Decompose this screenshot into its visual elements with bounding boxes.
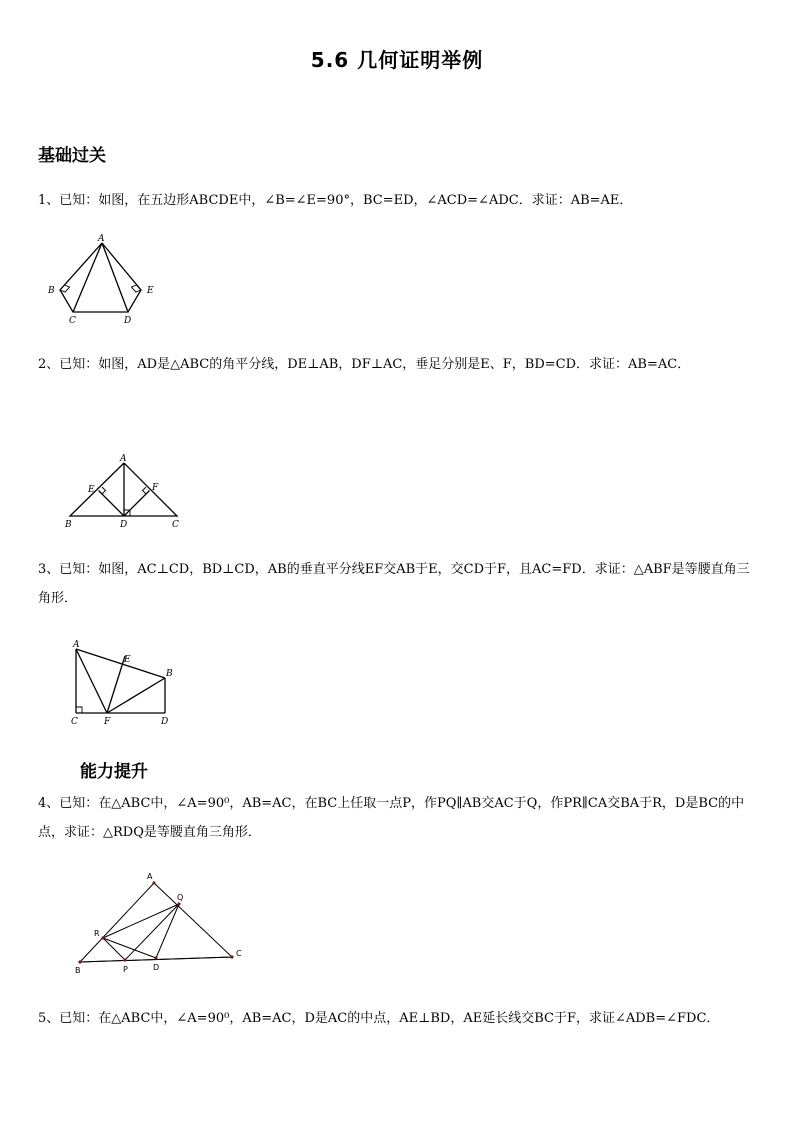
label-D: D — [153, 963, 160, 972]
problem-4-figure — [72, 868, 252, 978]
label-B: B — [166, 669, 173, 679]
label-C: C — [236, 949, 242, 958]
label-C: C — [172, 520, 179, 530]
label-R: R — [94, 929, 100, 938]
problem-1-text: 1、已知：如图，在五边形ABCDE中，∠B=∠E=90°，BC=ED，∠ACD=∠ADC．求证：AB=AE． — [38, 193, 633, 208]
label-P: P — [123, 965, 128, 974]
label-B: B — [75, 966, 81, 975]
section-heading-basic: 基础过关 — [38, 146, 106, 166]
label-E: E — [124, 655, 131, 665]
label-F: F — [152, 483, 159, 493]
label-E: E — [147, 286, 154, 296]
label-Q: Q — [177, 893, 184, 902]
section-heading-advanced: 能力提升 — [80, 762, 148, 782]
label-D: D — [124, 316, 132, 326]
problem-4-text: 4、已知：在△ABC中，∠A=90⁰，AB=AC，在BC上任取一点P，作PQ∥AB交AC于Q，作PR∥CA交BA于R，D是BC的中点，求证：△RDQ是等腰直角三角形． — [38, 796, 745, 840]
problem-2-figure — [60, 452, 190, 532]
label-B: B — [48, 286, 55, 296]
label-B: B — [65, 520, 72, 530]
label-A: A — [120, 454, 127, 464]
problem-1-figure — [40, 230, 170, 330]
label-C: C — [71, 717, 78, 727]
label-C: C — [69, 316, 76, 326]
label-E: E — [88, 485, 95, 495]
page-title: 5.6 几何证明举例 — [310, 48, 484, 72]
problem-3-figure — [65, 636, 185, 731]
label-F: F — [104, 717, 111, 727]
label-A: A — [73, 640, 80, 650]
problem-5-text: 5、已知：在△ABC中，∠A=90⁰，AB=AC，D是AC的中点，AE⊥BD，AE延长线交BC于F，求证∠ADB=∠FDC． — [38, 1011, 720, 1026]
label-A: A — [98, 234, 105, 244]
label-D: D — [120, 520, 128, 530]
problem-2-text: 2、已知：如图，AD是△ABC的角平分线，DE⊥AB，DF⊥AC，垂足分别是E、F，BD=CD．求证：AB=AC． — [38, 357, 691, 372]
label-D: D — [161, 717, 169, 727]
problem-3-text: 3、已知：如图，AC⊥CD，BD⊥CD，AB的垂直平分线EF交AB于E，交CD于F，且AC=FD．求证：△ABF是等腰直角三角形． — [38, 562, 750, 606]
label-A: A — [147, 872, 153, 881]
